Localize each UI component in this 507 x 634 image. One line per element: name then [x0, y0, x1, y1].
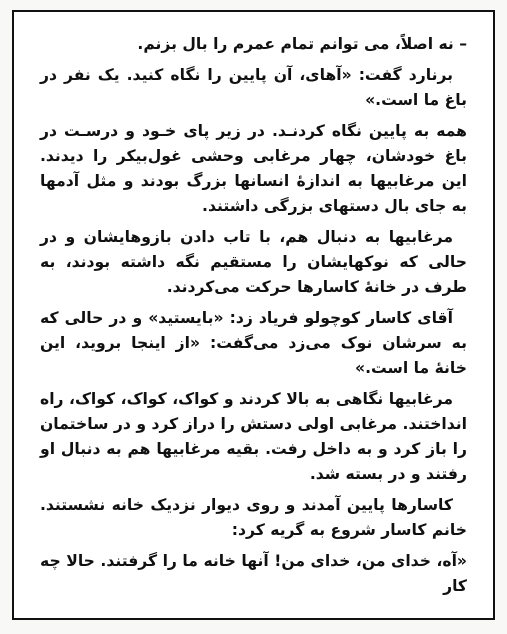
paragraph-3: همه به پایین نگاه کردنـد. در زیر پای خـود و درسـت در باغ خودشان، چهار مرغابی وحشی غول‌بیکر را دیدند. این مرغابیها به اندازهٔ انسانها بزرگ بودند و مثل آدمها به جای بال دستهای بزرگی داشتند.	[40, 122, 467, 215]
paragraph-2: برنارد گفت: «آهای، آن پایین را نگاه کنید. یک نفر در باغ ما است.»	[40, 66, 467, 109]
paragraph-6: مرغابیها نگاهی به بالا کردند و کواک، کواک، کواک، راه انداختند. مرغابی اولی دستش را دراز کرد و در ساختمان را باز کرد و به داخل رفت. بقیه مرغابیها هم به دنبال او رفتند و در بسته شد.	[40, 390, 467, 483]
story-text	[40, 32, 467, 605]
paragraph-8: «آه، خدای من، خدای من! آنها خانه ما را گرفتند. حالا چه کار	[40, 552, 467, 595]
paragraph-5: آقای کاسار کوچولو فریاد زد: «بایستید» و در حالی که به سرشان نوک می‌زد می‌گفت: «از اینجا بروید، این خانهٔ ما است.»	[40, 309, 467, 377]
document-frame	[12, 10, 495, 620]
paragraph-1: – نه اصلاً، می توانم تمام عمرم را بال بزنم.	[137, 35, 467, 53]
paragraph-4: مرغابیها به دنبال هم، با تاب دادن بازوهایشان و در حالی که نوکهایشان را مستقیم نگه داشته بودند، به طرف در خانهٔ کاسارها حرکت می‌کردند.	[40, 228, 467, 296]
paragraph-7: کاسارها پایین آمدند و روی دیوار نزدیک خانه نشستند. خانم کاسار شروع به گریه کرد:	[40, 496, 467, 539]
